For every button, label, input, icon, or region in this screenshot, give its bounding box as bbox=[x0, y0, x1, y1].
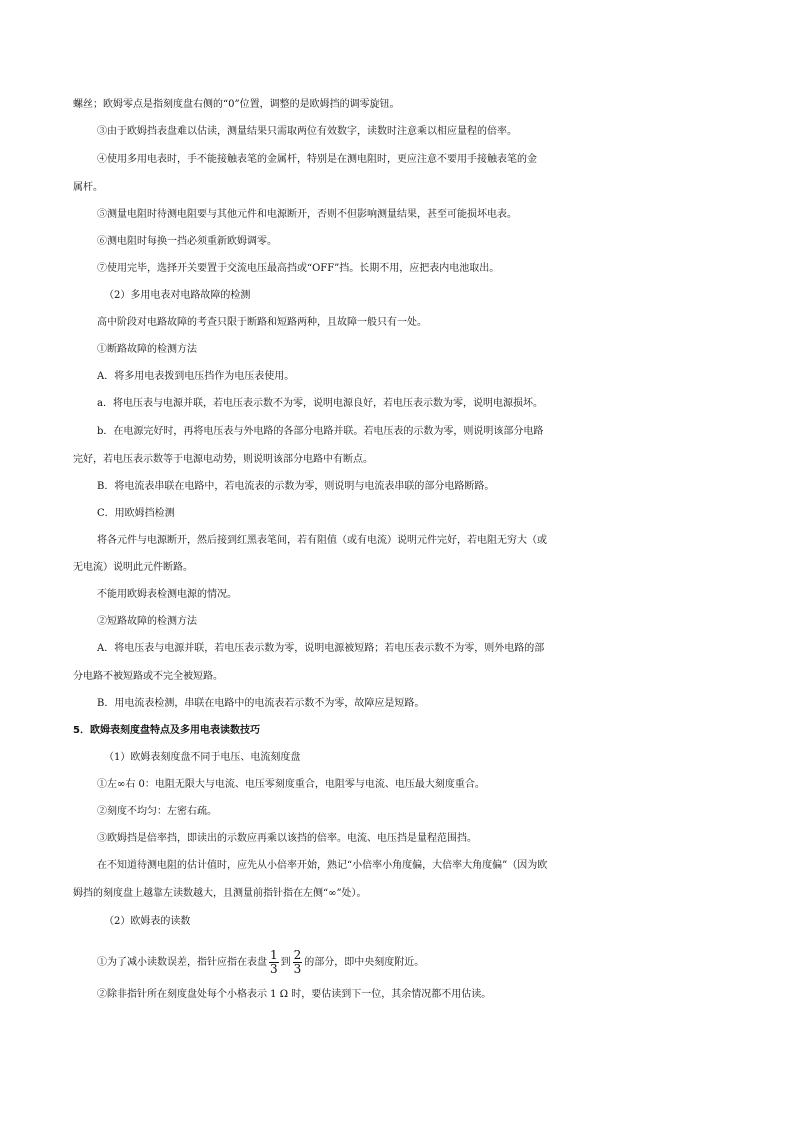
text-line: 高中阶段对电路故障的考查只限于断路和短路两种，且故障一般只有一处。 bbox=[97, 317, 427, 328]
fraction-denominator: 3 bbox=[293, 962, 302, 976]
text-line: 在不知道待测电阻的估计值时，应先从小倍率开始，熟记“小倍率小角度偏，大倍率大角度偏”（因为欧 bbox=[97, 860, 548, 871]
fraction-denominator: 3 bbox=[270, 962, 278, 976]
text-line: ①左∞右 0：电阻无限大与电流、电压零刻度重合，电阻零与电流、电压最大刻度重合。 bbox=[97, 779, 485, 790]
section-heading: （1）欧姆表刻度盘不同于电压、电流刻度盘 bbox=[104, 752, 301, 763]
text-line: ②除非指针所在刻度盘处每个小格表示 1 Ω 时，要估读到下一位，其余情况都不用估读。 bbox=[97, 989, 492, 1000]
text-line: 不能用欧姆表检测电源的情况。 bbox=[97, 589, 237, 600]
fraction-numerator: 2 bbox=[293, 948, 302, 962]
text-line: ⑥测电阻时每换一挡必须重新欧姆调零。 bbox=[97, 236, 277, 247]
section-heading: （2）多用电表对电路故障的检测 bbox=[104, 290, 251, 301]
text-line: ③欧姆挡是倍率挡，即读出的示数应再乘以该挡的倍率。电流、电压挡是量程范围挡。 bbox=[97, 833, 477, 844]
fraction-line bbox=[0, 946, 794, 980]
text-line: 螺丝；欧姆零点是指刻度盘右侧的“0”位置，调整的是欧姆挡的调零旋钮。 bbox=[73, 99, 400, 110]
text-line: ④使用多用电表时，手不能接触表笔的金属杆，特别是在测电阻时，更应注意不要用手接触表笔的金 bbox=[97, 154, 537, 165]
text-line: 属杆。 bbox=[73, 182, 103, 193]
fraction-numerator: 1 bbox=[270, 948, 278, 962]
text-line: ②刻度不均匀：左密右疏。 bbox=[97, 806, 217, 817]
text-line: A．将电压表与电源并联，若电压表示数为零，说明电源被短路；若电压表示数不为零，则外电路的部 bbox=[97, 643, 545, 654]
text-line: 无电流）说明此元件断路。 bbox=[73, 562, 193, 573]
fraction-line-after: 的部分，即中央刻度附近。 bbox=[304, 957, 425, 968]
subheading: ①断路故障的检测方法 bbox=[97, 344, 197, 355]
text-line: 姆挡的刻度盘上越靠左读数越大，且测量前指针指在左侧“∞”处）。 bbox=[73, 888, 367, 899]
section-title: 5．欧姆表刻度盘特点及多用电表读数技巧 bbox=[73, 725, 260, 736]
text-line: 分电路不被短路或不完全被短路。 bbox=[73, 671, 223, 682]
text-line: ⑤测量电阻时待测电阻要与其他元件和电源断开，否则不但影响测量结果，甚至可能损坏电表。 bbox=[97, 209, 517, 220]
text-line: B．用电流表检测，串联在电路中的电流表若示数不为零，故障应是短路。 bbox=[97, 698, 425, 709]
fraction-line-middle: 到 bbox=[280, 957, 291, 968]
fraction-line-before: ①为了减小读数误差，指针应指在表盘 bbox=[97, 957, 267, 968]
text-line: b．在电源完好时，再将电压表与外电路的各部分电路并联。若电压表的示数为零，则说明该部分电路 bbox=[97, 426, 544, 437]
fraction-one-third bbox=[269, 949, 279, 976]
section-heading: （2）欧姆表的读数 bbox=[104, 916, 191, 927]
text-line: a．将电压表与电源并联，若电压表示数不为零，说明电源良好，若电压表示数为零，说明电源损坏。 bbox=[97, 398, 543, 409]
text-line: C．用欧姆挡检测 bbox=[97, 508, 175, 519]
text-line: ③由于欧姆挡表盘难以估读，测量结果只需取两位有效数字，读数时注意乘以相应量程的倍率。 bbox=[97, 126, 517, 137]
fraction-two-thirds bbox=[293, 949, 303, 976]
text-line: B．将电流表串联在电路中，若电流表的示数为零，则说明与电流表串联的部分电路断路。 bbox=[97, 481, 495, 492]
text-line: 将各元件与电源断开，然后接到红黑表笔间，若有阻值（或有电流）说明元件完好，若电阻无穷大（或 bbox=[97, 535, 547, 546]
text-line: A．将多用电表拨到电压挡作为电压表使用。 bbox=[97, 371, 295, 382]
subheading: ②短路故障的检测方法 bbox=[97, 616, 197, 627]
text-line: ⑦使用完毕，选择开关要置于交流电压最高挡或“OFF”挡。长期不用，应把表内电池取出。 bbox=[97, 263, 500, 274]
text-line: 完好，若电压表示数等于电源电动势，则说明该部分电路中有断点。 bbox=[73, 454, 373, 465]
